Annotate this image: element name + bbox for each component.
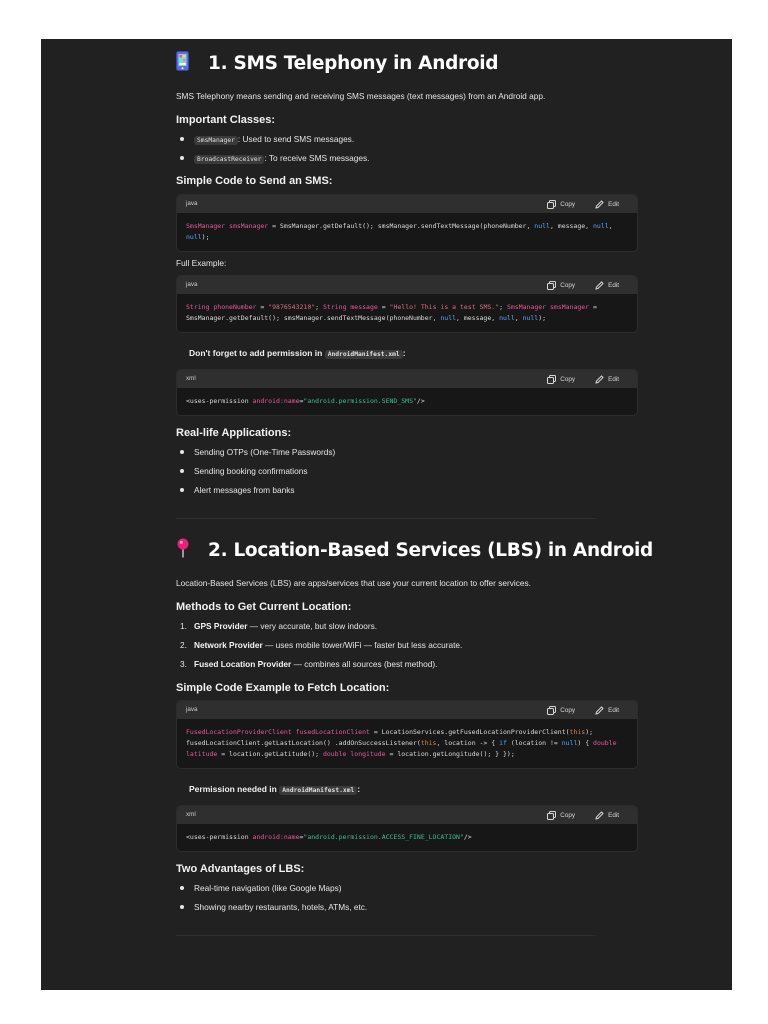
permission-needed-note: Permission needed in AndroidManifest.xml : bbox=[189, 784, 361, 794]
code-token: SmsManager smsManager bbox=[506, 303, 590, 311]
list-item: Sending booking confirmations bbox=[176, 465, 616, 484]
code-content bbox=[177, 719, 637, 768]
code-token: null bbox=[186, 233, 202, 241]
code-token: String message bbox=[323, 303, 378, 311]
full-example-label: Full Example: bbox=[176, 258, 227, 268]
pencil-icon bbox=[595, 200, 604, 209]
code-block-java-full-example bbox=[176, 275, 638, 333]
round-pushpin-icon bbox=[176, 538, 194, 563]
copy-button[interactable]: Copy bbox=[547, 279, 575, 291]
code-token: = bbox=[256, 303, 269, 311]
code-token: this bbox=[420, 739, 437, 747]
list-item: SmsManager : Used to send SMS messages. bbox=[176, 133, 616, 152]
code-token: ) { bbox=[577, 739, 594, 747]
code-token: = LocationServices.getFusedLocationProviderClient( bbox=[369, 728, 570, 736]
code-token: null bbox=[561, 739, 578, 747]
document-page bbox=[41, 39, 732, 990]
code-token: android:name bbox=[252, 833, 300, 841]
edit-button[interactable]: Edit bbox=[595, 809, 619, 821]
list-item: Sending OTPs (One-Time Passwords) bbox=[176, 446, 616, 465]
code-token: ; bbox=[499, 303, 507, 311]
code-token: "android.permission.SEND_SMS" bbox=[303, 397, 417, 405]
code-block-xml-sms-permission bbox=[176, 369, 638, 416]
section2-intro: Location-Based Services (LBS) are apps/services that use your current location to offer services. bbox=[176, 578, 531, 588]
code-token: "Hello! This is a test SMS." bbox=[389, 303, 500, 311]
list-item: 1. GPS Provider — very accurate, but slow indoors. bbox=[180, 621, 378, 631]
code-token: = bbox=[299, 833, 304, 841]
permission-note: Don't forget to add permission in AndroidManifest.xml : bbox=[189, 348, 406, 358]
code-token: double latitude bbox=[186, 739, 621, 758]
code-token: , location -> { bbox=[436, 739, 500, 747]
simple-code-heading: Simple Code to Send an SMS: bbox=[176, 175, 333, 187]
copy-button[interactable]: Copy bbox=[547, 809, 575, 821]
section2-title: 2. Location-Based Services (LBS) in Android bbox=[176, 538, 653, 563]
code-token: /> bbox=[416, 397, 425, 405]
copy-icon bbox=[547, 706, 556, 715]
code-token: ); bbox=[538, 314, 547, 322]
copy-button[interactable]: Copy bbox=[547, 704, 575, 716]
code-token: = SmsManager.getDefault(); smsManager.sendTextMessage(phoneNumber, bbox=[186, 303, 601, 322]
code-token: String phoneNumber bbox=[186, 303, 257, 311]
section-divider bbox=[176, 518, 596, 519]
code-token: = bbox=[299, 397, 304, 405]
code-token: = location.getLongitude(); } }); bbox=[385, 750, 515, 758]
edit-button[interactable]: Edit bbox=[595, 373, 619, 385]
code-token: = SmsManager.getDefault(); smsManager.sendTextMessage(phoneNumber, bbox=[268, 222, 535, 230]
code-token: null bbox=[499, 314, 515, 322]
code-block-header bbox=[177, 276, 637, 294]
code-token: if bbox=[499, 739, 507, 747]
code-block-java-send-sms bbox=[176, 194, 638, 252]
advantages-heading: Two Advantages of LBS: bbox=[176, 863, 305, 875]
edit-button[interactable]: Edit bbox=[595, 704, 619, 716]
code-token: /> bbox=[463, 833, 472, 841]
pencil-icon bbox=[595, 281, 604, 290]
code-token: , bbox=[608, 222, 617, 230]
code-content bbox=[177, 213, 637, 251]
section1-intro: SMS Telephony means sending and receiving SMS messages (text messages) from an Android app. bbox=[176, 91, 546, 101]
applications-list bbox=[176, 446, 616, 503]
advantages-list bbox=[176, 882, 616, 920]
code-token: SmsManager smsManager bbox=[186, 222, 269, 230]
code-block-header bbox=[177, 195, 637, 213]
list-item: 3. Fused Location Provider — combines all sources (best method). bbox=[180, 659, 438, 669]
code-language-label: java bbox=[186, 200, 198, 207]
list-item: Real-time navigation (like Google Maps) bbox=[176, 882, 616, 901]
section1-title: 1. SMS Telephony in Android bbox=[176, 51, 498, 76]
pencil-icon bbox=[595, 706, 604, 715]
edit-button[interactable]: Edit bbox=[595, 198, 619, 210]
inline-code: SmsManager bbox=[194, 136, 238, 145]
code-block-java-fetch-location bbox=[176, 700, 638, 769]
code-token: ); bbox=[201, 233, 210, 241]
code-token: , message, bbox=[549, 222, 593, 230]
code-token: null bbox=[522, 314, 539, 322]
list-item: Showing nearby restaurants, hotels, ATMs, etc. bbox=[176, 901, 616, 920]
real-life-heading: Real-life Applications: bbox=[176, 427, 292, 439]
code-token: , bbox=[514, 314, 523, 322]
code-content bbox=[177, 294, 637, 332]
copy-button[interactable]: Copy bbox=[547, 198, 575, 210]
code-language-label: java bbox=[186, 706, 198, 713]
code-language-label: xml bbox=[186, 811, 196, 818]
copy-icon bbox=[547, 281, 556, 290]
code-content bbox=[177, 824, 637, 851]
code-token: = location.getLatitude(); bbox=[217, 750, 323, 758]
code-token: double longitude bbox=[322, 750, 386, 758]
code-token: this bbox=[569, 728, 586, 736]
code-block-header bbox=[177, 701, 637, 719]
code-token: ); fusedLocationClient.getLastLocation() .addOnSuccessListener( bbox=[186, 728, 597, 747]
pencil-icon bbox=[595, 811, 604, 820]
code-token: , message, bbox=[456, 314, 500, 322]
inline-code: AndroidManifest.xml bbox=[325, 350, 403, 359]
code-block-header bbox=[177, 370, 637, 388]
code-block-xml-location-permission bbox=[176, 805, 638, 852]
copy-icon bbox=[547, 811, 556, 820]
code-token: null bbox=[593, 222, 609, 230]
code-language-label: xml bbox=[186, 375, 196, 382]
code-token: android:name bbox=[252, 397, 300, 405]
fetch-location-heading: Simple Code Example to Fetch Location: bbox=[176, 682, 390, 694]
edit-button[interactable]: Edit bbox=[595, 279, 619, 291]
inline-code: BroadcastReceiver bbox=[194, 155, 264, 164]
code-language-label: java bbox=[186, 281, 198, 288]
code-token: null bbox=[534, 222, 550, 230]
important-classes-heading: Important Classes: bbox=[176, 114, 276, 126]
list-item: Alert messages from banks bbox=[176, 484, 616, 503]
code-token: FusedLocationProviderClient fusedLocationClient bbox=[186, 728, 370, 736]
code-token: (location != bbox=[506, 739, 562, 747]
copy-icon bbox=[547, 200, 556, 209]
code-token: ; bbox=[315, 303, 323, 311]
code-block-header bbox=[177, 806, 637, 824]
code-token: null bbox=[440, 314, 457, 322]
code-content bbox=[177, 388, 637, 415]
mobile-phone-icon bbox=[176, 51, 194, 76]
inline-code: AndroidManifest.xml bbox=[279, 786, 357, 795]
classes-list bbox=[176, 133, 616, 171]
list-item: 2. Network Provider — uses mobile tower/WiFi — faster but less accurate. bbox=[180, 640, 463, 650]
code-token: = bbox=[377, 303, 390, 311]
section-divider bbox=[176, 935, 596, 936]
code-token: "9876543210" bbox=[268, 303, 316, 311]
code-token: <uses-permission bbox=[186, 397, 253, 405]
copy-button[interactable]: Copy bbox=[547, 373, 575, 385]
code-token: "android.permission.ACCESS_FINE_LOCATION" bbox=[303, 833, 464, 841]
pencil-icon bbox=[595, 375, 604, 384]
methods-list bbox=[176, 620, 616, 677]
copy-icon bbox=[547, 375, 556, 384]
list-item: BroadcastReceiver : To receive SMS messages. bbox=[176, 152, 616, 171]
code-token: <uses-permission bbox=[186, 833, 253, 841]
methods-heading: Methods to Get Current Location: bbox=[176, 601, 352, 613]
